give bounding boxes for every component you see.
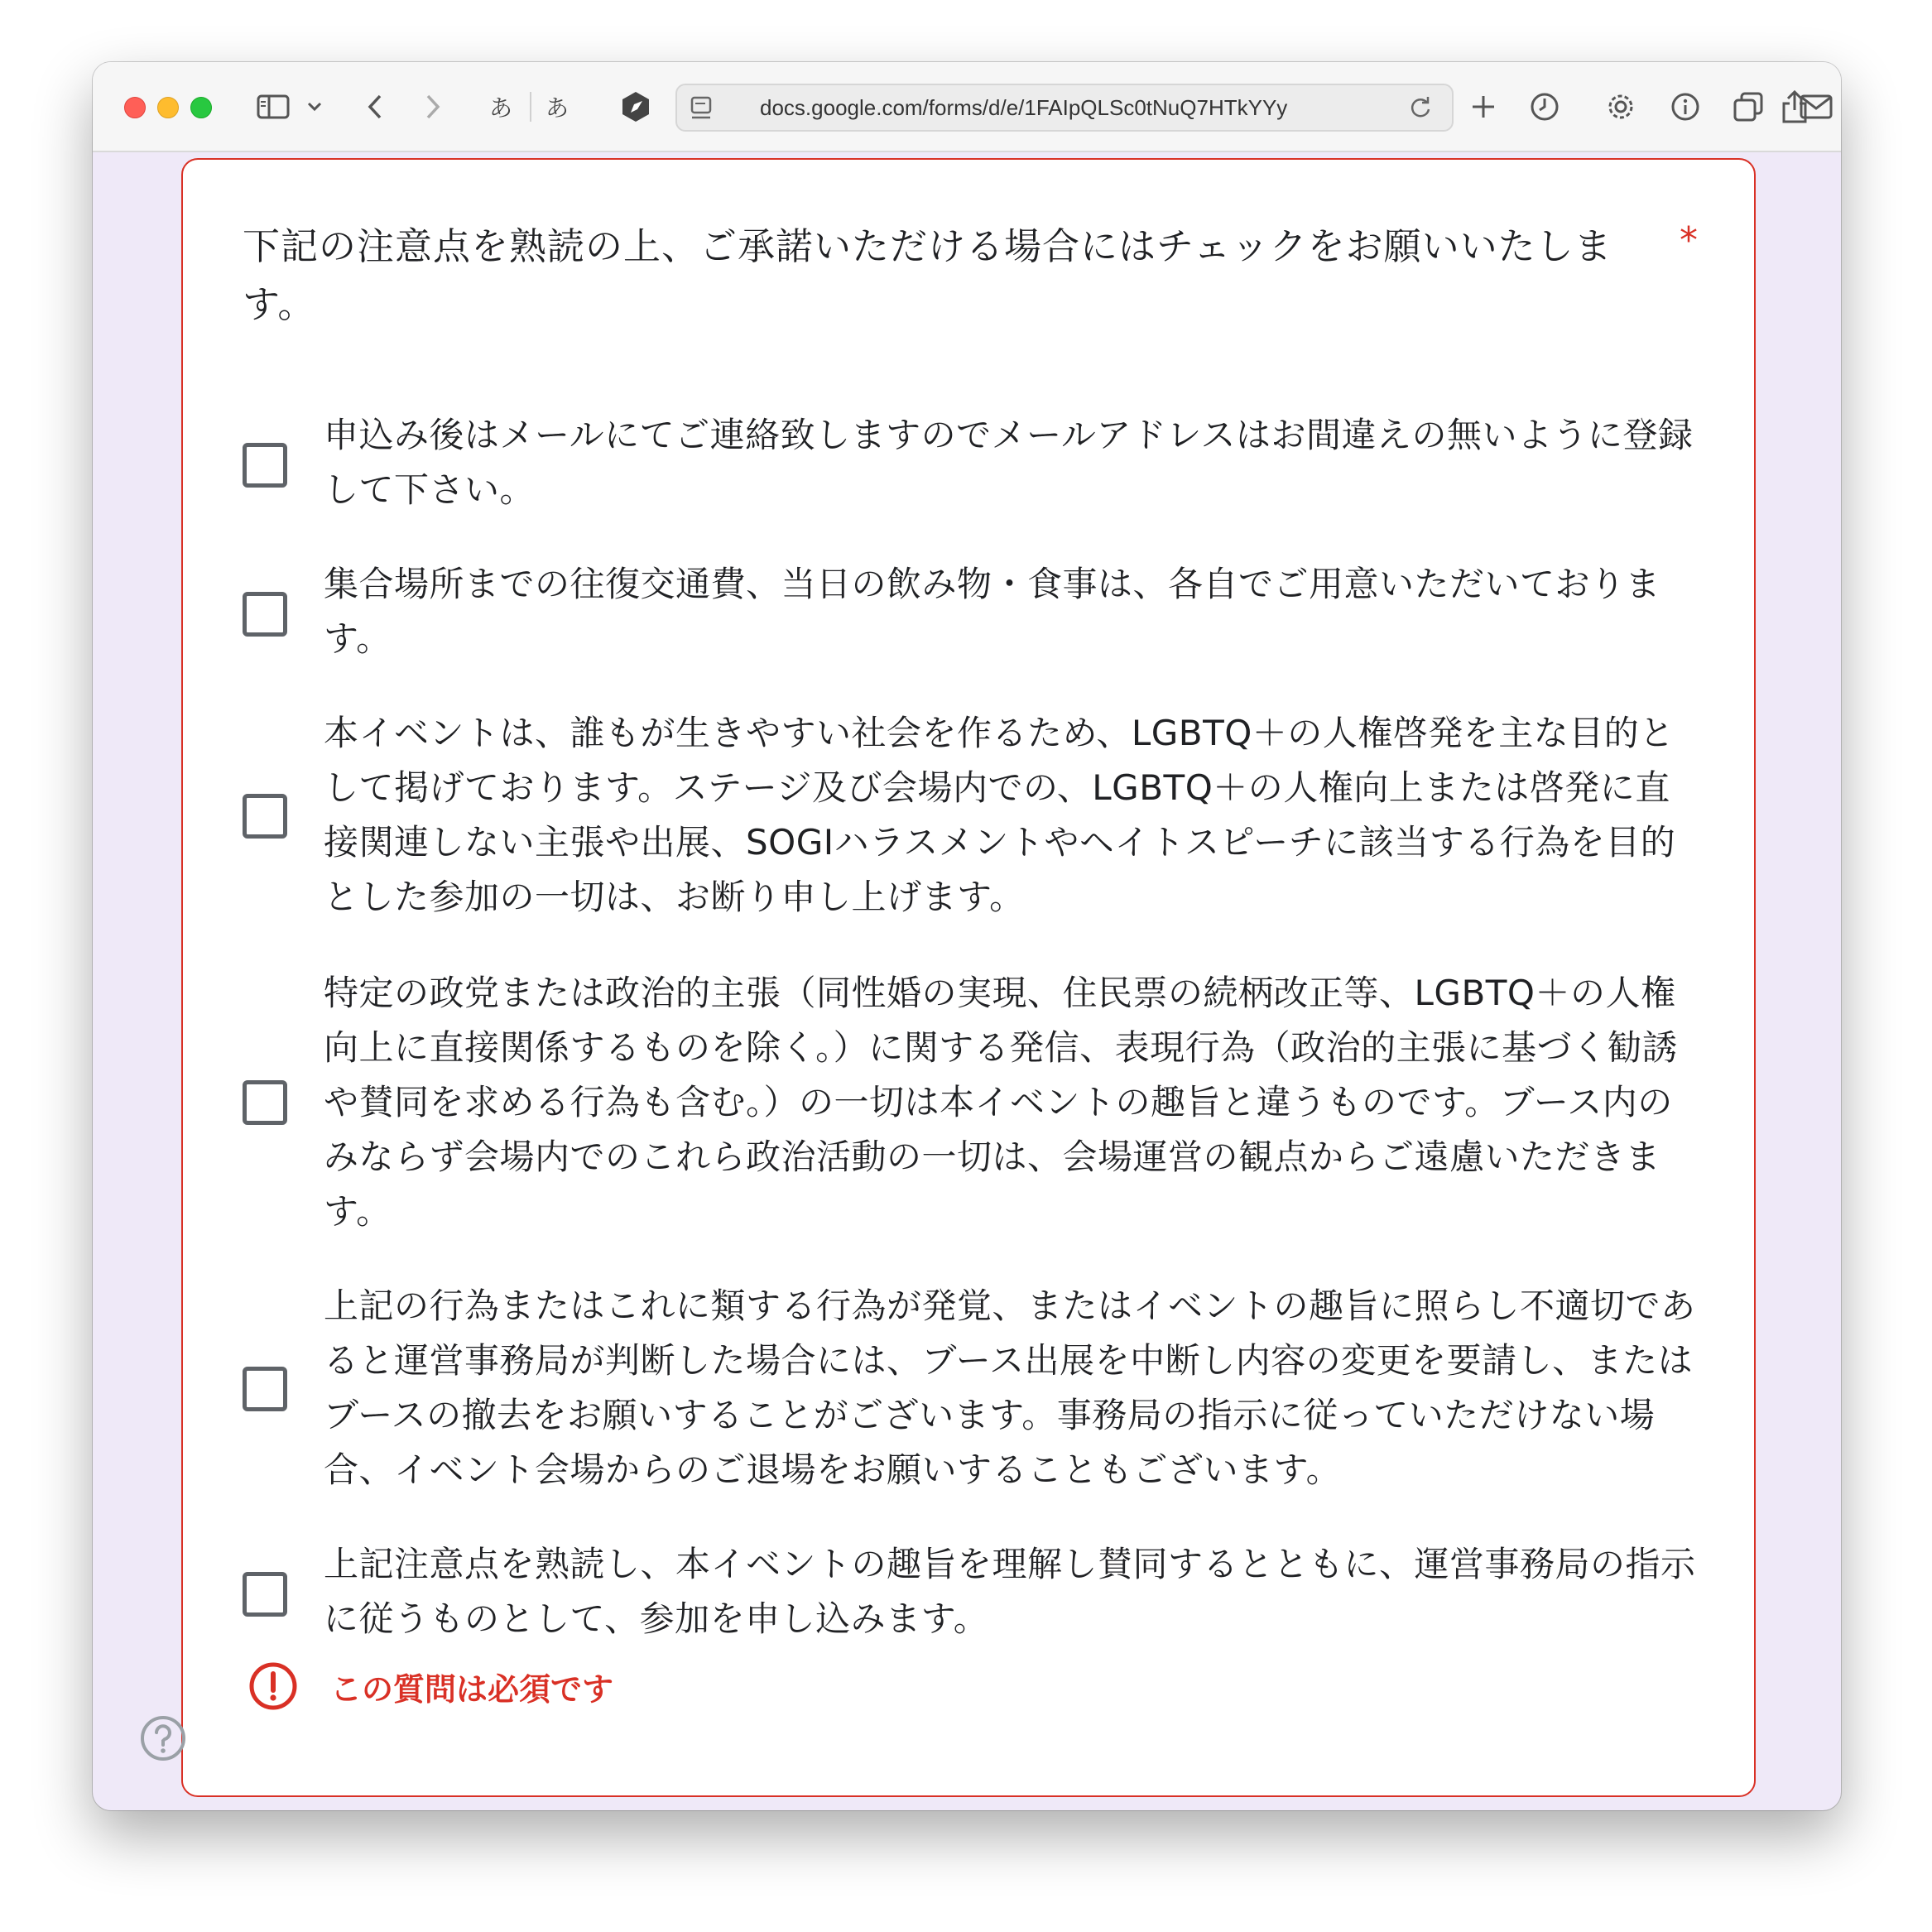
error-icon	[248, 1660, 299, 1712]
back-icon[interactable]	[363, 85, 387, 128]
question-title: 下記の注意点を熟読の上、ご承諾いただける場合にはチェックをお願いいたします。	[243, 224, 1612, 326]
gear-icon[interactable]	[1604, 85, 1637, 128]
sidebar-icon[interactable]	[255, 85, 291, 128]
kana-input-right[interactable]: あ	[545, 94, 569, 122]
option-label[interactable]: 上記の行為またはこれに類する行為が発覚、またはイベントの趣旨に照らし不適切であると運営事務局が判断した場合には、ブース出展を中断し内容の変更を要請し、またはブースの撤去をお願いすることがございます。事務局の指示に従っていただけない場合、イベント会場からのご退場をお願いすることもございます。	[324, 1286, 1696, 1490]
checkbox[interactable]	[243, 794, 287, 839]
browser-window	[93, 62, 1841, 1810]
info-icon[interactable]	[1669, 85, 1702, 128]
help-icon[interactable]	[139, 1714, 187, 1762]
option-label[interactable]: 集合場所までの往復交通費、当日の飲み物・食事は、各自でご用意いただいております。	[324, 564, 1661, 659]
minimize-window-button[interactable]	[157, 97, 179, 118]
reload-icon[interactable]	[1406, 86, 1435, 129]
checkbox[interactable]	[243, 443, 287, 488]
option-label[interactable]: 本イベントは、誰もが生きやすい社会を作るため、LGBTQ＋の人権啓発を主な目的として掲げております。ステージ及び会場内での、LGBTQ＋の人権向上または啓発に直接関連しない主張や出展、SOGIハラスメントやヘイトスピーチに該当する行為を目的とした参加の一切は、お断り申し上げます。	[324, 713, 1676, 917]
history-icon[interactable]	[1528, 85, 1561, 128]
address-bar[interactable]	[675, 84, 1454, 132]
zoom-window-button[interactable]	[190, 97, 212, 118]
required-marker: *	[1680, 219, 1698, 262]
plus-icon[interactable]	[1468, 85, 1498, 128]
checkbox[interactable]	[243, 1367, 287, 1411]
kana-input-left[interactable]: あ	[488, 94, 512, 122]
question-card	[181, 158, 1756, 1797]
browser-toolbar	[93, 62, 1841, 152]
checkbox[interactable]	[243, 1080, 287, 1125]
option-label[interactable]: 上記注意点を熟読し、本イベントの趣旨を理解し賛同するとともに、運営事務局の指示に従うものとして、参加を申し込みます。	[324, 1544, 1696, 1639]
checkbox[interactable]	[243, 592, 287, 637]
share-icon[interactable]	[1778, 85, 1811, 128]
option-label[interactable]: 特定の政党または政治的主張（同性婚の実現、住民票の続柄改正等、LGBTQ＋の人権向上に直接関係するものを除く。）に関する発信、表現行為（政治的主張に基づく勧誘や賛同を求める行為も含む。）の一切は本イベントの趣旨と違うものです。ブース内のみならず会場内でのこれら政治活動の一切は、会場運営の観点からご遠慮いただきます。	[324, 973, 1678, 1232]
tabs-icon[interactable]	[1732, 85, 1765, 128]
forward-icon[interactable]	[421, 85, 445, 128]
url-text[interactable]: docs.google.com/forms/d/e/1FAIpQLSc0tNuQ7HTkYYy	[760, 95, 1288, 120]
option-label[interactable]: 申込み後はメールにてご連絡致しますのでメールアドレスはお間違えの無いように登録して下さい。	[324, 415, 1694, 510]
error-row	[248, 1660, 613, 1713]
shield-icon[interactable]	[619, 85, 652, 128]
error-message: この質問は必須です	[330, 1670, 614, 1708]
toolbar-divider	[530, 85, 531, 128]
close-window-button[interactable]	[124, 97, 146, 118]
checkbox[interactable]	[243, 1572, 287, 1617]
chevron-down-icon[interactable]	[305, 85, 324, 128]
page-icon	[689, 86, 714, 129]
